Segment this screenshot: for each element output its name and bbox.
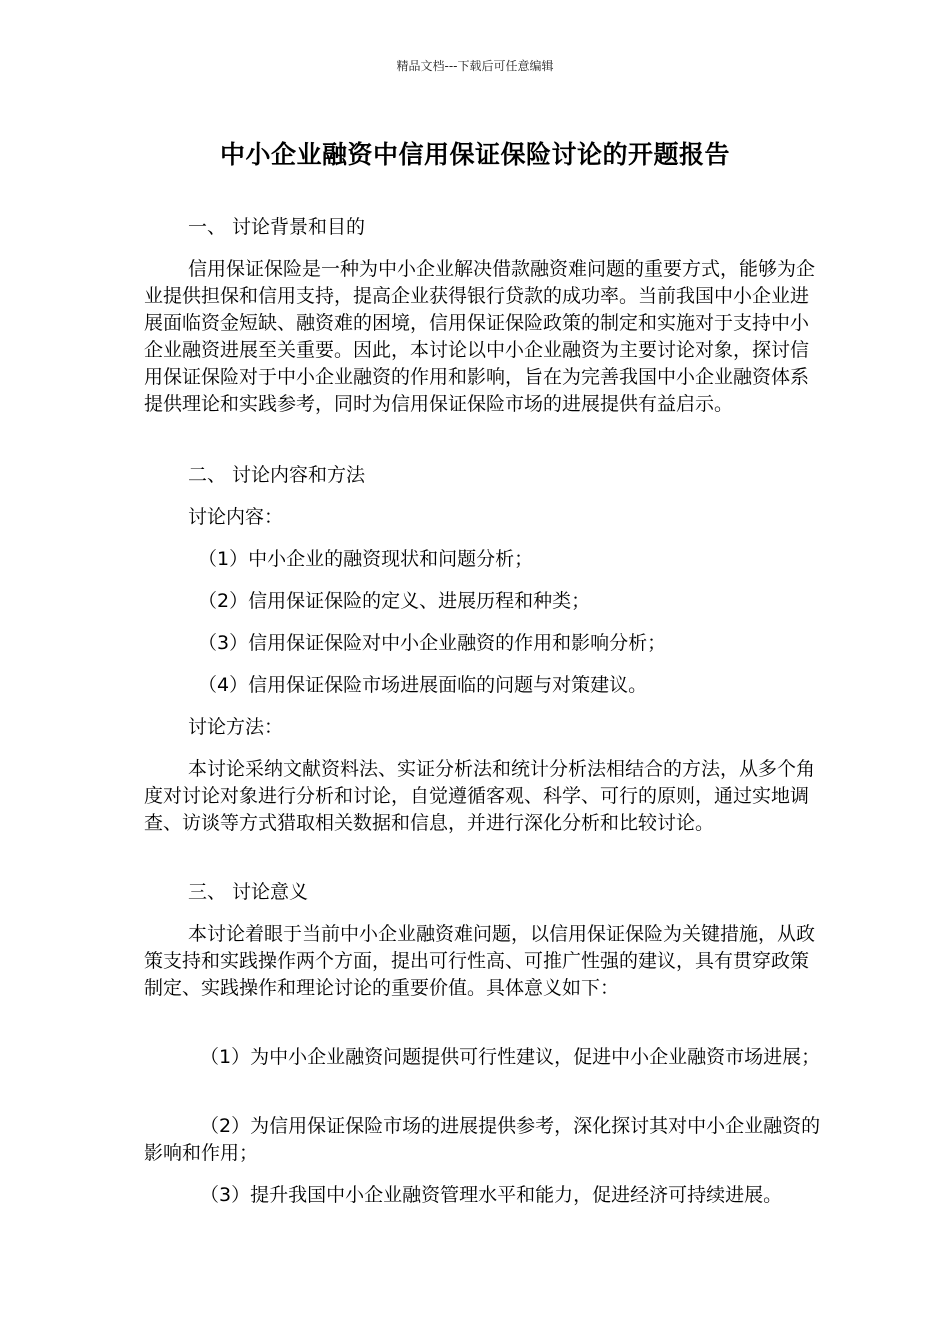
paragraph-background: 信用保证保险是一种为中小企业解决借款融资难问题的重要方式，能够为企业提供担保和信用支持，提高企业获得银行贷款的成功率。当前我国中小企业进展面临资金短缺、融资难的困境，信用保证保险政策的制定和实施对于支持中小企业融资进展至关重要。因此，本讨论以中小企业融资为主要讨论对象，探讨信用保证保险对于中小企业融资的作用和影响，旨在为完善我国中小企业融资体系提供理论和实践参考，同时为信用保证保险市场的进展提供有益启示。 (144, 258, 816, 415)
section-heading-significance: 三、 讨论意义 (188, 881, 309, 903)
content-item-4: （4）信用保证保险市场进展面临的问题与对策建议。 (198, 674, 648, 696)
paragraph-method: 本讨论采纳文献资料法、实证分析法和统计分析法相结合的方法，从多个角度对讨论对象进行分析和讨论，自觉遵循客观、科学、可行的原则，通过实地调查、访谈等方式猎取相关数据和信息，并进行深化分析和比较讨论。 (144, 758, 816, 834)
significance-item-2: （2）为信用保证保险市场的进展提供参考，深化探讨其对中小企业融资的影响和作用； (144, 1115, 821, 1164)
content-item-1: （1）中小企业的融资现状和问题分析； (198, 548, 534, 570)
content-item-3: （3）信用保证保险对中小企业融资的作用和影响分析； (198, 632, 667, 654)
content-label: 讨论内容： (188, 506, 284, 528)
significance-item-3: （3）提升我国中小企业融资管理水平和能力，促进经济可持续进展。 (200, 1184, 783, 1206)
section-heading-content-method: 二、 讨论内容和方法 (188, 464, 366, 486)
method-label: 讨论方法： (188, 716, 284, 738)
section-heading-background: 一、 讨论背景和目的 (188, 216, 366, 238)
header-note: 精品文档---下载后可任意编辑 (396, 59, 554, 73)
significance-item-1: （1）为中小企业融资问题提供可行性建议，促进中小企业融资市场进展； (200, 1046, 821, 1068)
content-item-2: （2）信用保证保险的定义、进展历程和种类； (198, 590, 591, 612)
paragraph-significance: 本讨论着眼于当前中小企业融资难问题，以信用保证保险为关键措施，从政策支持和实践操作两个方面，提出可行性高、可推广性强的建议，具有贯穿政策制定、实践操作和理论讨论的重要价值。具体意义如下： (144, 923, 816, 999)
document-title: 中小企业融资中信用保证保险讨论的开题报告 (219, 140, 730, 169)
